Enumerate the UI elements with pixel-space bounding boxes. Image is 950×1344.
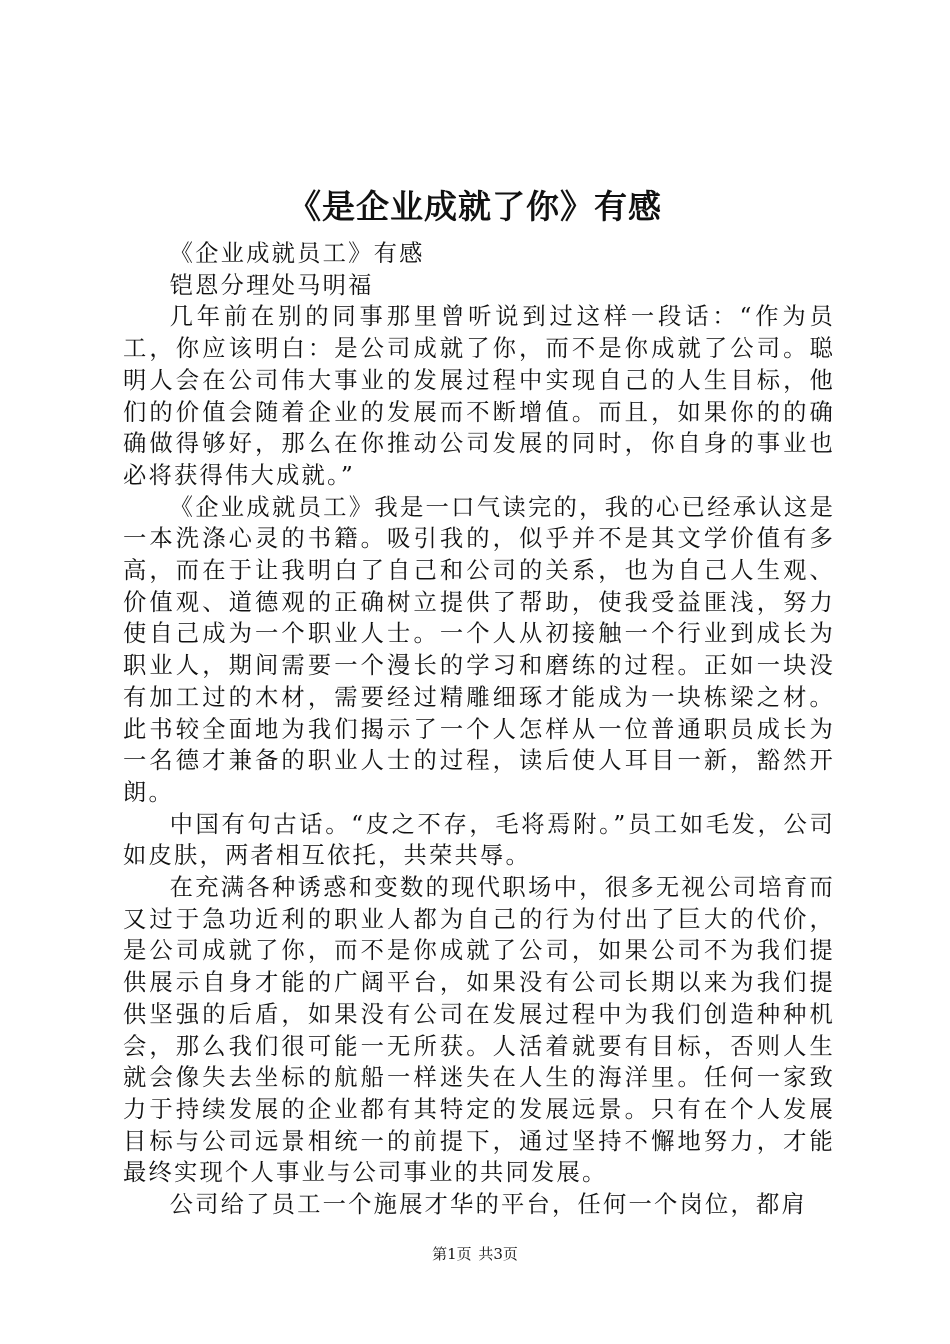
body-paragraph: 在充满各种诱惑和变数的现代职场中，很多无视公司培育而又过于急功近利的职业人都为自己的行为付出了巨大的代价，是公司成就了你，而不是你成就了公司，如果公司不为我们提供展示自身才能的广阔平台，如果没有公司长期以来为我们提供坚强的后盾，如果没有公司在发展过程中为我们创造种种机会，那么我们很可能一无所获。人活着就要有目标，否则人生就会像失去坐标的航船一样迷失在人生的海洋里。任何一家致力于持续发展的企业都有其特定的发展远景。只有在个人发展目标与公司远景相统一的前提下，通过坚持不懈地努力，才能最终实现个人事业与公司事业的共同发展。 [123,874,835,1187]
page-total: 共3页 [478,1245,518,1263]
author-paragraph: 铠恩分理处马明福 [169,271,374,299]
body-paragraph: 中国有句古话。“皮之不存，毛将焉附。”员工如毛发，公司如皮肤，两者相互依托，共荣共辱。 [123,810,835,870]
body-paragraph: 几年前在别的同事那里曾听说到过这样一段话：“作为员工，你应该明白：是公司成就了你，而不是你成就了公司。聪明人会在公司伟大事业的发展过程中实现自己的人生目标，他们的价值会随着企业的发展而不断增值。而且，如果你的的确确做得够好，那么在你推动公司发展的同时，你自身的事业也必将获得伟大成就。” [123,303,835,489]
page-number: 第1页 [432,1245,472,1263]
document-body [123,238,835,1221]
subtitle-paragraph: 《企业成就员工》有感 [169,240,425,267]
body-paragraph: 公司给了员工一个施展才华的平台，任何一个岗位，都肩 [169,1191,808,1219]
body-paragraph: 《企业成就员工》我是一口气读完的，我的心已经承认这是一本洗涤心灵的书籍。吸引我的，似乎并不是其文学价值有多高，而在于让我明白了自己和公司的关系，也为自己人生观、价值观、道德观的正确树立提供了帮助，使我受益匪浅，努力使自己成为一个职业人士。一个人从初接触一个行业到成长为职业人，期间需要一个漫长的学习和磨练的过程。正如一块没有加工过的木材，需要经过精雕细琢才能成为一块栋梁之材。此书较全面地为我们揭示了一个人怎样从一位普通职员成长为一名德才兼备的职业人士的过程，读后使人耳目一新，豁然开朗。 [123,493,835,806]
document-title: 《是企业成就了你》有感 [288,187,662,226]
page-footer [0,1243,950,1265]
